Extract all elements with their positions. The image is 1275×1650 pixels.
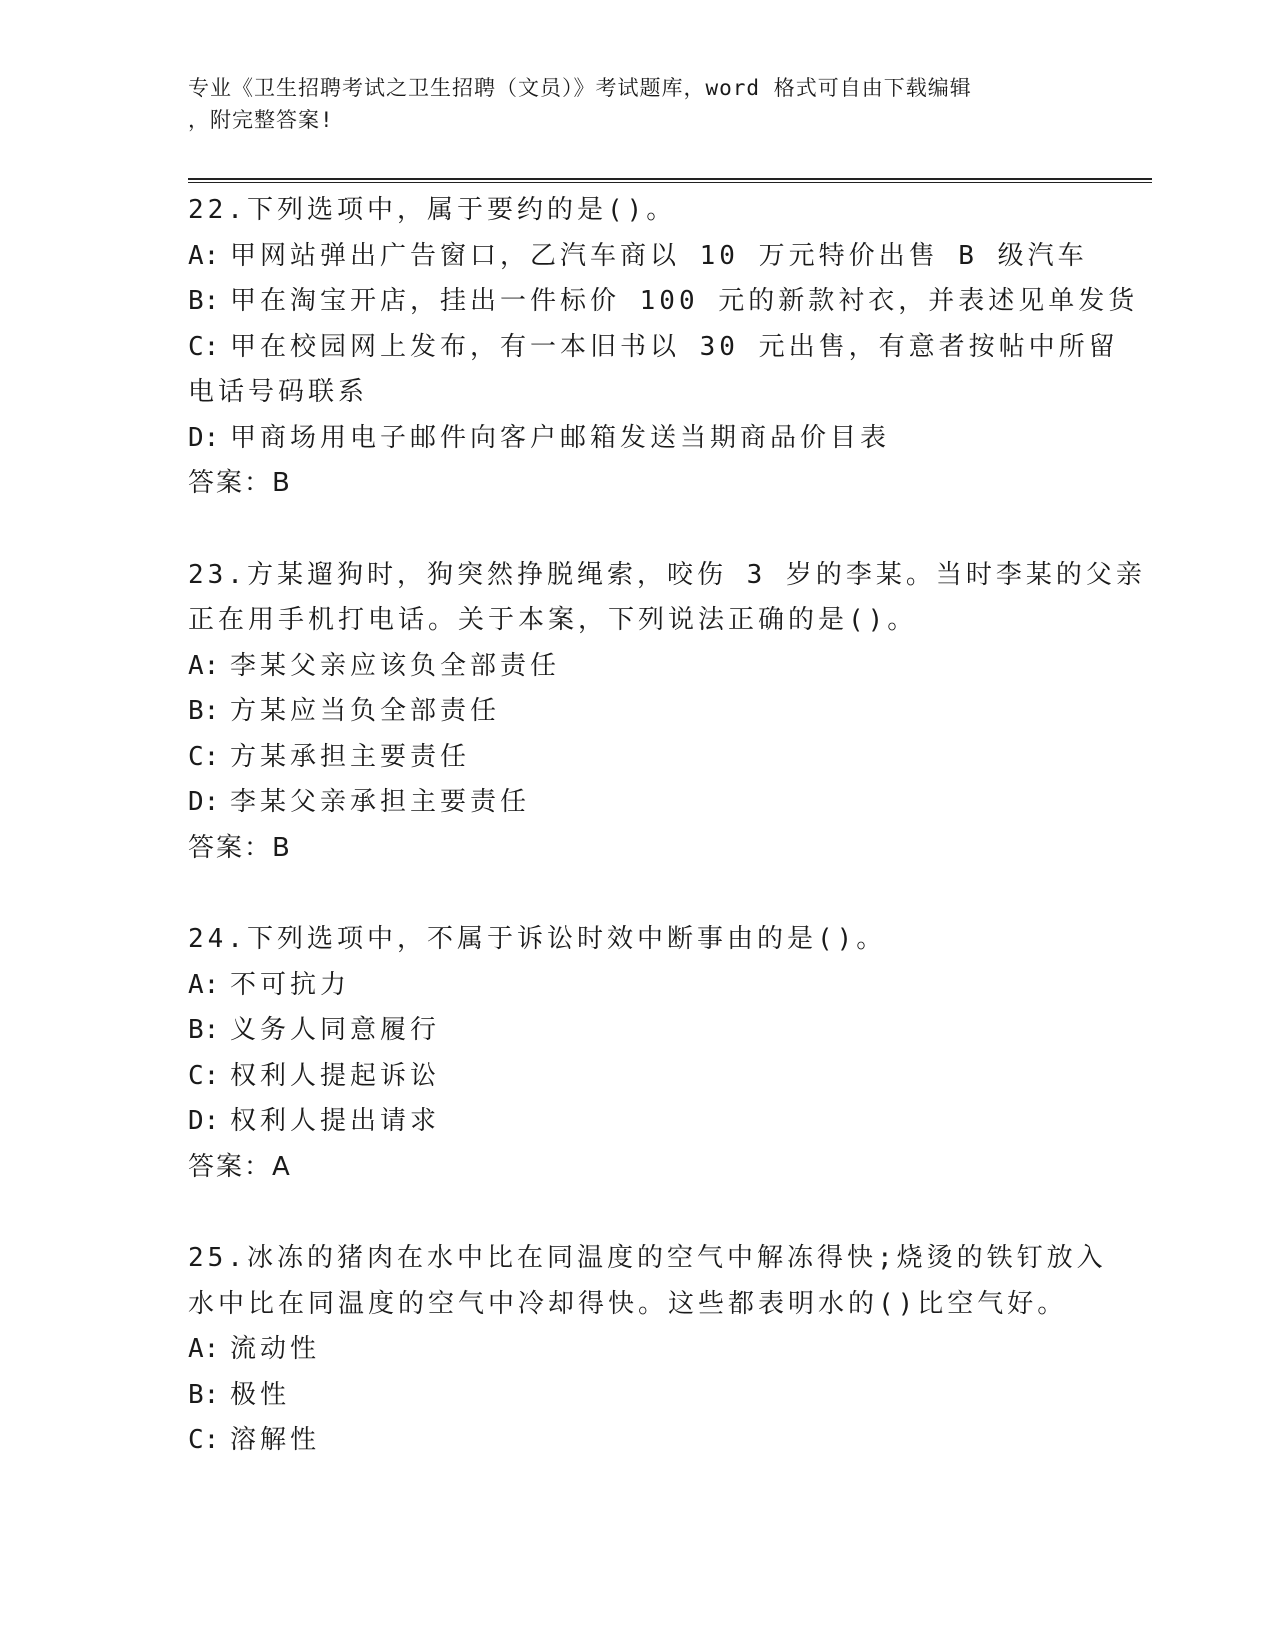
option-letter: B: [188, 1015, 220, 1045]
question-stem-line: 22.下列选项中，属于要约的是()。 [188, 195, 677, 225]
option-text: 权利人提起诉讼 [230, 1060, 441, 1091]
option-line [188, 279, 1139, 325]
document-header [188, 72, 1068, 136]
header-line-2: ，附完整答案! [188, 108, 334, 132]
question-stem-line: 正在用手机打电话。关于本案，下列说法正确的是()。 [188, 605, 918, 635]
answer-line: 答案：B [188, 832, 292, 863]
option-text: 电话号码联系 [188, 377, 369, 407]
header-divider-thin [188, 182, 1152, 183]
option-line [188, 325, 1119, 371]
option-line [188, 1099, 1088, 1145]
option-letter: D: [188, 1106, 220, 1136]
option-text: 流动性 [230, 1334, 321, 1364]
option-letter: D: [188, 422, 220, 453]
question-list [188, 188, 1146, 1510]
option-line [188, 963, 1088, 1009]
option-letter: C: [188, 1425, 220, 1455]
option-letter: C: [188, 741, 220, 772]
option-text: 甲商场用电子邮件向客户邮箱发送当期商品价目表 [230, 422, 891, 453]
option-line [188, 1418, 1088, 1464]
question-block [188, 1236, 1107, 1464]
option-line [188, 1054, 1088, 1100]
option-line [188, 370, 1088, 416]
question-stem-line: 23.方某遛狗时，狗突然挣脱绳索，咬伤 3 岁的李某。当时李某的父亲 [188, 559, 1146, 590]
option-letter: A: [188, 650, 220, 681]
option-line [188, 1327, 1088, 1373]
option-line [188, 1373, 1088, 1419]
option-text: 溶解性 [230, 1425, 321, 1455]
option-letter: A: [188, 240, 220, 271]
option-line [188, 735, 1088, 781]
option-line [188, 780, 1088, 826]
option-letter: B: [188, 1379, 220, 1410]
option-line [188, 1008, 1088, 1054]
question-block [188, 553, 1146, 872]
option-text: 甲在校园网上发布，有一本旧书以 30 元出售，有意者按帖中所留 [230, 331, 1119, 362]
option-letter: B: [188, 696, 220, 726]
option-text: 方某承担主要责任 [230, 741, 471, 772]
option-text: 方某应当负全部责任 [230, 696, 501, 726]
option-text: 义务人同意履行 [230, 1015, 441, 1045]
option-line [188, 416, 1088, 462]
option-letter: A: [188, 969, 220, 1000]
option-text: 李某父亲承担主要责任 [230, 787, 531, 817]
option-line [188, 689, 1088, 735]
option-letter: C: [188, 331, 220, 362]
option-letter: B: [188, 286, 220, 316]
answer-line: 答案：B [188, 468, 292, 498]
header-line-1: 专业《卫生招聘考试之卫生招聘（文员）》考试题库，word 格式可自由下载编辑 [188, 76, 972, 100]
question-stem-line: 水中比在同温度的空气中冷却得快。这些都表明水的()比空气好。 [188, 1288, 1068, 1319]
option-text: 极性 [230, 1379, 291, 1410]
option-text: 权利人提出请求 [230, 1106, 441, 1136]
option-text: 李某父亲应该负全部责任 [230, 650, 561, 681]
question-block [188, 188, 1139, 507]
option-line [188, 234, 1088, 280]
option-letter: D: [188, 787, 220, 817]
option-line [188, 644, 1088, 690]
option-text: 甲网站弹出广告窗口，乙汽车商以 10 万元特价出售 B 级汽车 [230, 240, 1088, 271]
option-letter: C: [188, 1060, 220, 1091]
header-divider-thick [188, 178, 1152, 180]
question-stem-line: 25.冰冻的猪肉在水中比在同温度的空气中解冻得快;烧烫的铁钉放入 [188, 1243, 1107, 1273]
option-letter: A: [188, 1334, 220, 1364]
question-stem-line: 24.下列选项中，不属于诉讼时效中断事由的是()。 [188, 924, 887, 954]
option-text: 甲在淘宝开店，挂出一件标价 100 元的新款衬衣，并表述见单发货 [230, 286, 1139, 316]
answer-line: 答案：A [188, 1151, 292, 1182]
question-block [188, 917, 1088, 1190]
option-text: 不可抗力 [230, 969, 351, 1000]
